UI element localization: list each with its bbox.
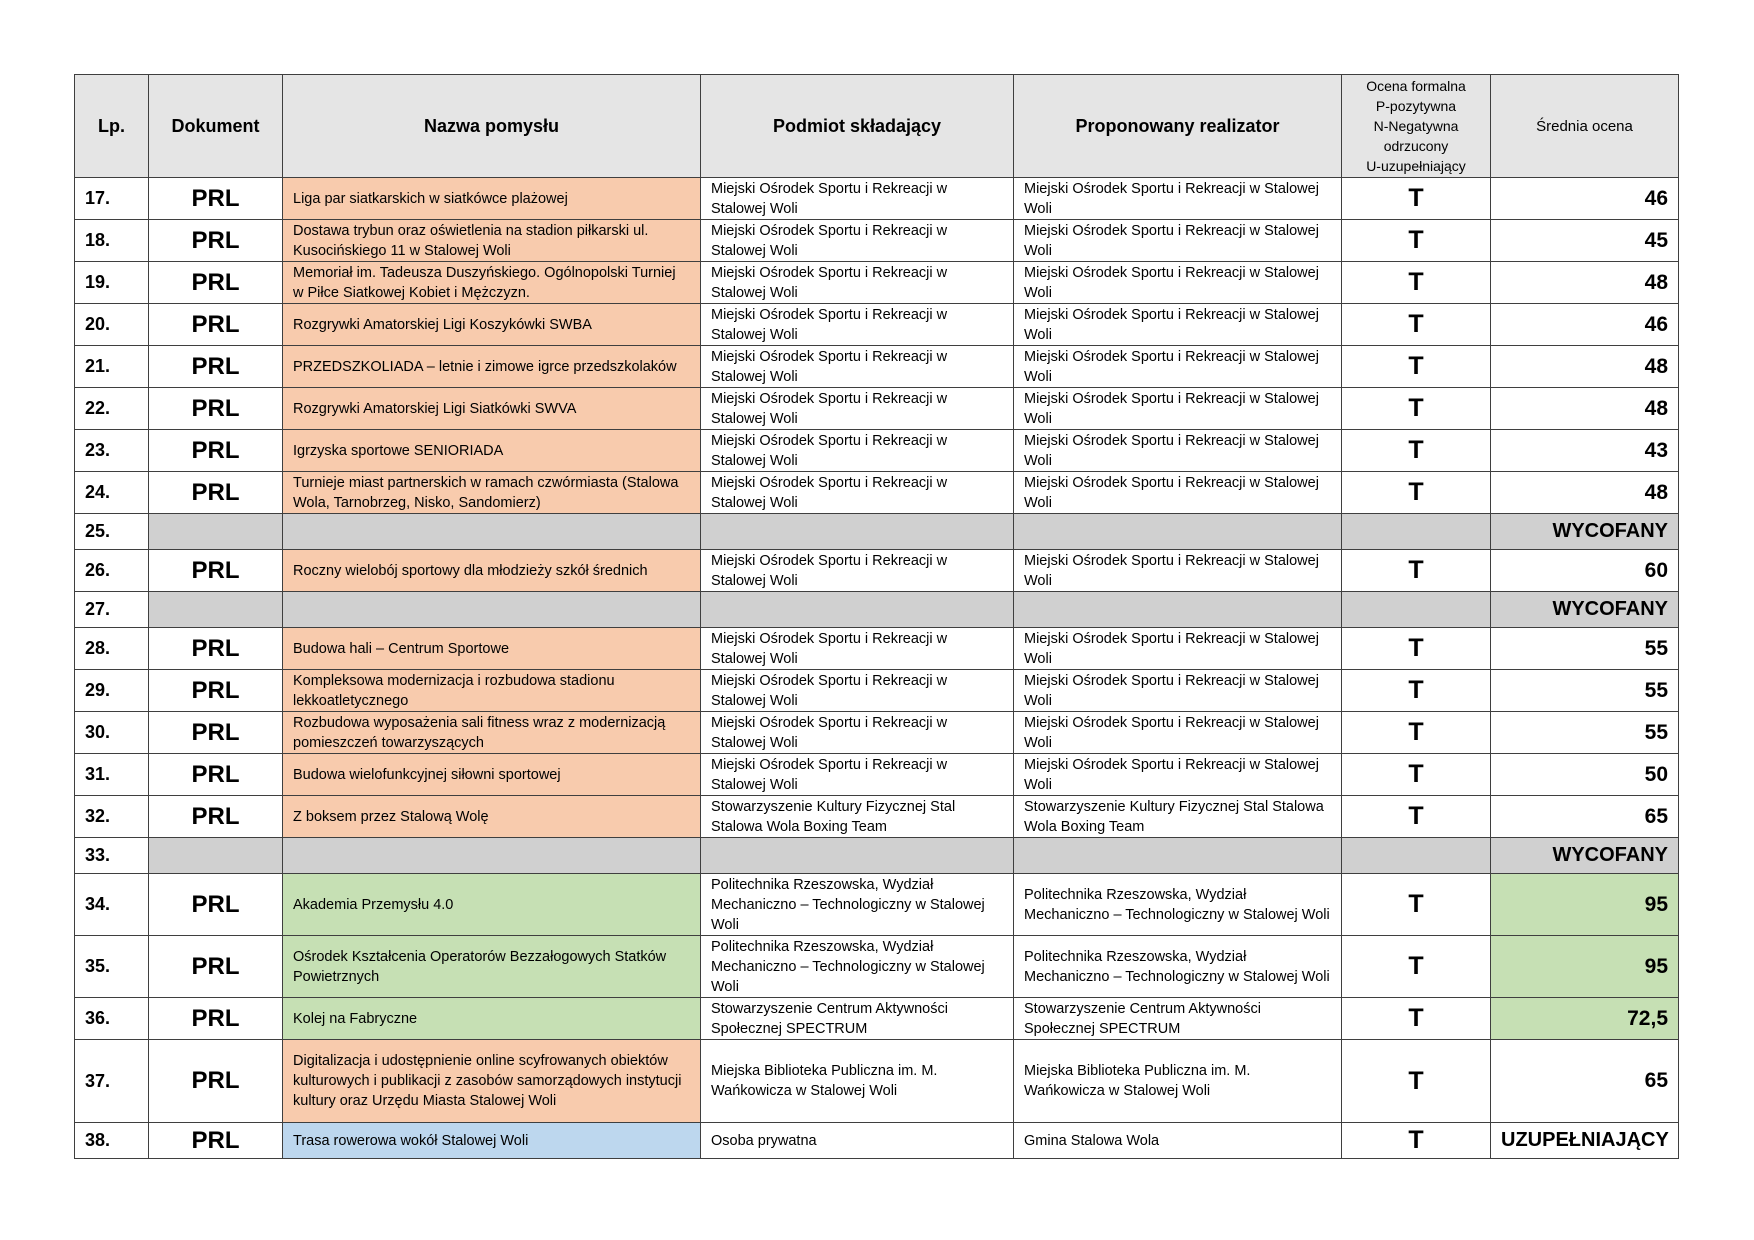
cell-realizator (1014, 592, 1342, 628)
cell-lp: 26. (75, 550, 149, 592)
cell-dokument: PRL (149, 936, 283, 998)
cell-score: 65 (1491, 796, 1679, 838)
header-row (75, 75, 1679, 178)
cell-realizator: Miejski Ośrodek Sportu i Rekreacji w Stalowej Woli (1014, 712, 1342, 754)
cell-podmiot (701, 592, 1014, 628)
cell-score: 60 (1491, 550, 1679, 592)
cell-dokument: PRL (149, 304, 283, 346)
cell-lp: 22. (75, 388, 149, 430)
table-row (75, 712, 1679, 754)
cell-ocena: T (1342, 874, 1491, 936)
cell-podmiot: Osoba prywatna (701, 1123, 1014, 1159)
header-ocena-line: P-pozytywna (1375, 98, 1457, 114)
cell-lp: 27. (75, 592, 149, 628)
cell-dokument: PRL (149, 628, 283, 670)
cell-dokument (149, 838, 283, 874)
cell-ocena: T (1342, 1123, 1491, 1159)
cell-score: 95 (1491, 874, 1679, 936)
cell-score: 48 (1491, 472, 1679, 514)
cell-name: Ośrodek Kształcenia Operatorów Bezzałogowych Statków Powietrznych (283, 936, 701, 998)
header-ocena-line: odrzucony (1383, 138, 1449, 154)
cell-podmiot: Politechnika Rzeszowska, Wydział Mechaniczno – Technologiczny w Stalowej Woli (701, 874, 1014, 936)
cell-dokument (149, 592, 283, 628)
cell-lp: 24. (75, 472, 149, 514)
cell-podmiot (701, 514, 1014, 550)
cell-realizator: Miejski Ośrodek Sportu i Rekreacji w Stalowej Woli (1014, 262, 1342, 304)
table-row (75, 670, 1679, 712)
cell-podmiot: Miejski Ośrodek Sportu i Rekreacji w Stalowej Woli (701, 712, 1014, 754)
cell-score: 55 (1491, 628, 1679, 670)
cell-name: Dostawa trybun oraz oświetlenia na stadion piłkarski ul. Kusocińskiego 11 w Stalowej Woli (283, 220, 701, 262)
table-row (75, 388, 1679, 430)
cell-ocena: T (1342, 998, 1491, 1040)
table-row (75, 346, 1679, 388)
table-row (75, 874, 1679, 936)
cell-lp: 31. (75, 754, 149, 796)
cell-name (283, 592, 701, 628)
cell-podmiot: Miejski Ośrodek Sportu i Rekreacji w Stalowej Woli (701, 472, 1014, 514)
cell-realizator: Miejski Ośrodek Sportu i Rekreacji w Stalowej Woli (1014, 346, 1342, 388)
cell-lp: 32. (75, 796, 149, 838)
cell-name: Liga par siatkarskich w siatkówce plażowej (283, 178, 701, 220)
cell-ocena (1342, 592, 1491, 628)
cell-podmiot: Miejski Ośrodek Sportu i Rekreacji w Stalowej Woli (701, 178, 1014, 220)
cell-realizator (1014, 838, 1342, 874)
cell-dokument: PRL (149, 220, 283, 262)
cell-lp: 20. (75, 304, 149, 346)
table-row (75, 304, 1679, 346)
cell-dokument: PRL (149, 262, 283, 304)
cell-realizator: Politechnika Rzeszowska, Wydział Mechaniczno – Technologiczny w Stalowej Woli (1014, 874, 1342, 936)
cell-podmiot: Miejski Ośrodek Sportu i Rekreacji w Stalowej Woli (701, 550, 1014, 592)
cell-lp: 19. (75, 262, 149, 304)
cell-lp: 21. (75, 346, 149, 388)
table-body (75, 178, 1679, 1159)
table-row (75, 1040, 1679, 1123)
cell-podmiot: Politechnika Rzeszowska, Wydział Mechaniczno – Technologiczny w Stalowej Woli (701, 936, 1014, 998)
cell-lp: 36. (75, 998, 149, 1040)
cell-podmiot: Miejski Ośrodek Sportu i Rekreacji w Stalowej Woli (701, 388, 1014, 430)
cell-realizator: Politechnika Rzeszowska, Wydział Mechaniczno – Technologiczny w Stalowej Woli (1014, 936, 1342, 998)
cell-podmiot: Stowarzyszenie Centrum Aktywności Społecznej SPECTRUM (701, 998, 1014, 1040)
cell-podmiot: Miejski Ośrodek Sportu i Rekreacji w Stalowej Woli (701, 754, 1014, 796)
cell-name: Budowa hali – Centrum Sportowe (283, 628, 701, 670)
cell-podmiot: Miejski Ośrodek Sportu i Rekreacji w Stalowej Woli (701, 430, 1014, 472)
cell-dokument: PRL (149, 712, 283, 754)
header-ocena-line: Ocena formalna (1366, 78, 1466, 94)
cell-lp: 30. (75, 712, 149, 754)
cell-ocena: T (1342, 754, 1491, 796)
table-row (75, 796, 1679, 838)
cell-ocena: T (1342, 550, 1491, 592)
cell-score: 95 (1491, 936, 1679, 998)
cell-name: Kompleksowa modernizacja i rozbudowa stadionu lekkoatletycznego (283, 670, 701, 712)
cell-score: 55 (1491, 712, 1679, 754)
cell-name: Igrzyska sportowe SENIORIADA (283, 430, 701, 472)
cell-score: WYCOFANY (1491, 592, 1679, 628)
cell-ocena: T (1342, 262, 1491, 304)
cell-realizator: Miejska Biblioteka Publiczna im. M. Wańkowicza w Stalowej Woli (1014, 1040, 1342, 1123)
header-dokument: Dokument (149, 75, 283, 178)
table-row (75, 936, 1679, 998)
header-podmiot: Podmiot składający (701, 75, 1014, 178)
table-row (75, 262, 1679, 304)
cell-lp: 37. (75, 1040, 149, 1123)
cell-ocena: T (1342, 1040, 1491, 1123)
projects-table (74, 74, 1679, 1159)
cell-dokument: PRL (149, 754, 283, 796)
cell-lp: 29. (75, 670, 149, 712)
cell-ocena: T (1342, 796, 1491, 838)
cell-dokument: PRL (149, 670, 283, 712)
cell-podmiot (701, 838, 1014, 874)
cell-name: Rozgrywki Amatorskiej Ligi Koszykówki SWBA (283, 304, 701, 346)
cell-dokument: PRL (149, 796, 283, 838)
cell-ocena: T (1342, 304, 1491, 346)
cell-lp: 33. (75, 838, 149, 874)
table-row (75, 472, 1679, 514)
cell-score: WYCOFANY (1491, 514, 1679, 550)
cell-score: 46 (1491, 178, 1679, 220)
cell-realizator: Miejski Ośrodek Sportu i Rekreacji w Stalowej Woli (1014, 550, 1342, 592)
cell-realizator: Miejski Ośrodek Sportu i Rekreacji w Stalowej Woli (1014, 430, 1342, 472)
cell-score: 55 (1491, 670, 1679, 712)
cell-score: 43 (1491, 430, 1679, 472)
header-nazwa: Nazwa pomysłu (283, 75, 701, 178)
cell-podmiot: Stowarzyszenie Kultury Fizycznej Stal Stalowa Wola Boxing Team (701, 796, 1014, 838)
cell-ocena: T (1342, 712, 1491, 754)
header-ocena-line: N-Negatywna (1373, 118, 1459, 134)
cell-lp: 35. (75, 936, 149, 998)
cell-lp: 17. (75, 178, 149, 220)
cell-score: 46 (1491, 304, 1679, 346)
cell-realizator: Miejski Ośrodek Sportu i Rekreacji w Stalowej Woli (1014, 628, 1342, 670)
cell-score: 65 (1491, 1040, 1679, 1123)
cell-dokument: PRL (149, 178, 283, 220)
cell-name: Budowa wielofunkcyjnej siłowni sportowej (283, 754, 701, 796)
table-row (75, 754, 1679, 796)
table-row (75, 628, 1679, 670)
cell-lp: 28. (75, 628, 149, 670)
cell-realizator: Miejski Ośrodek Sportu i Rekreacji w Stalowej Woli (1014, 754, 1342, 796)
table-row-withdrawn (75, 592, 1679, 628)
cell-score: 72,5 (1491, 998, 1679, 1040)
cell-dokument: PRL (149, 430, 283, 472)
cell-score: 50 (1491, 754, 1679, 796)
cell-dokument: PRL (149, 998, 283, 1040)
cell-ocena: T (1342, 936, 1491, 998)
header-ocena-formalna (1342, 75, 1491, 178)
cell-score: 48 (1491, 262, 1679, 304)
cell-name (283, 838, 701, 874)
cell-name: Rozbudowa wyposażenia sali fitness wraz z modernizacją pomieszczeń towarzyszących (283, 712, 701, 754)
cell-lp: 34. (75, 874, 149, 936)
cell-dokument: PRL (149, 1040, 283, 1123)
cell-name: PRZEDSZKOLIADA – letnie i zimowe igrce przedszkolaków (283, 346, 701, 388)
cell-name: Turnieje miast partnerskich w ramach czwórmiasta (Stalowa Wola, Tarnobrzeg, Nisko, Sandomierz) (283, 472, 701, 514)
cell-dokument: PRL (149, 874, 283, 936)
cell-name: Roczny wielobój sportowy dla młodzieży szkół średnich (283, 550, 701, 592)
cell-podmiot: Miejski Ośrodek Sportu i Rekreacji w Stalowej Woli (701, 304, 1014, 346)
cell-score: 48 (1491, 388, 1679, 430)
cell-dokument: PRL (149, 472, 283, 514)
cell-dokument: PRL (149, 388, 283, 430)
cell-name: Digitalizacja i udostępnienie online scyfrowanych obiektów kulturowych i publikacji z zasobów samorządowych instytucji kultury oraz Urzędu Miasta Stalowej Woli (283, 1040, 701, 1123)
cell-dokument: PRL (149, 1123, 283, 1159)
cell-lp: 23. (75, 430, 149, 472)
cell-realizator: Miejski Ośrodek Sportu i Rekreacji w Stalowej Woli (1014, 178, 1342, 220)
cell-score: UZUPEŁNIAJĄCY (1491, 1123, 1679, 1159)
cell-score: WYCOFANY (1491, 838, 1679, 874)
cell-ocena: T (1342, 346, 1491, 388)
cell-podmiot: Miejski Ośrodek Sportu i Rekreacji w Stalowej Woli (701, 262, 1014, 304)
cell-score: 45 (1491, 220, 1679, 262)
cell-lp: 38. (75, 1123, 149, 1159)
cell-ocena: T (1342, 220, 1491, 262)
cell-podmiot: Miejski Ośrodek Sportu i Rekreacji w Stalowej Woli (701, 220, 1014, 262)
cell-realizator: Miejski Ośrodek Sportu i Rekreacji w Stalowej Woli (1014, 472, 1342, 514)
cell-realizator: Gmina Stalowa Wola (1014, 1123, 1342, 1159)
cell-name: Akademia Przemysłu 4.0 (283, 874, 701, 936)
cell-podmiot: Miejski Ośrodek Sportu i Rekreacji w Stalowej Woli (701, 670, 1014, 712)
cell-podmiot: Miejska Biblioteka Publiczna im. M. Wańkowicza w Stalowej Woli (701, 1040, 1014, 1123)
cell-name: Kolej na Fabryczne (283, 998, 701, 1040)
cell-name: Rozgrywki Amatorskiej Ligi Siatkówki SWVA (283, 388, 701, 430)
cell-ocena (1342, 514, 1491, 550)
cell-ocena: T (1342, 472, 1491, 514)
cell-realizator: Stowarzyszenie Kultury Fizycznej Stal Stalowa Wola Boxing Team (1014, 796, 1342, 838)
cell-lp: 18. (75, 220, 149, 262)
cell-realizator: Miejski Ośrodek Sportu i Rekreacji w Stalowej Woli (1014, 388, 1342, 430)
header-srednia: Średnia ocena (1491, 75, 1679, 178)
cell-ocena: T (1342, 670, 1491, 712)
cell-realizator (1014, 514, 1342, 550)
cell-name: Trasa rowerowa wokół Stalowej Woli (283, 1123, 701, 1159)
cell-podmiot: Miejski Ośrodek Sportu i Rekreacji w Stalowej Woli (701, 628, 1014, 670)
cell-ocena (1342, 838, 1491, 874)
table-row (75, 178, 1679, 220)
cell-realizator: Miejski Ośrodek Sportu i Rekreacji w Stalowej Woli (1014, 670, 1342, 712)
table-row (75, 1123, 1679, 1159)
cell-ocena: T (1342, 178, 1491, 220)
cell-podmiot: Miejski Ośrodek Sportu i Rekreacji w Stalowej Woli (701, 346, 1014, 388)
header-realizator: Proponowany realizator (1014, 75, 1342, 178)
table-row (75, 550, 1679, 592)
cell-name: Memoriał im. Tadeusza Duszyńskiego. Ogólnopolski Turniej w Piłce Siatkowej Kobiet i Mężczyzn. (283, 262, 701, 304)
table-row-withdrawn (75, 838, 1679, 874)
table-row (75, 430, 1679, 472)
cell-ocena: T (1342, 430, 1491, 472)
cell-realizator: Miejski Ośrodek Sportu i Rekreacji w Stalowej Woli (1014, 304, 1342, 346)
cell-dokument (149, 514, 283, 550)
header-ocena-line: U-uzupełniający (1366, 158, 1466, 174)
table-row (75, 220, 1679, 262)
table-row-withdrawn (75, 514, 1679, 550)
cell-dokument: PRL (149, 346, 283, 388)
cell-score: 48 (1491, 346, 1679, 388)
cell-realizator: Miejski Ośrodek Sportu i Rekreacji w Stalowej Woli (1014, 220, 1342, 262)
cell-name (283, 514, 701, 550)
cell-name: Z boksem przez Stalową Wolę (283, 796, 701, 838)
table-row (75, 998, 1679, 1040)
cell-dokument: PRL (149, 550, 283, 592)
cell-ocena: T (1342, 628, 1491, 670)
cell-ocena: T (1342, 388, 1491, 430)
cell-lp: 25. (75, 514, 149, 550)
cell-realizator: Stowarzyszenie Centrum Aktywności Społecznej SPECTRUM (1014, 998, 1342, 1040)
header-lp: Lp. (75, 75, 149, 178)
